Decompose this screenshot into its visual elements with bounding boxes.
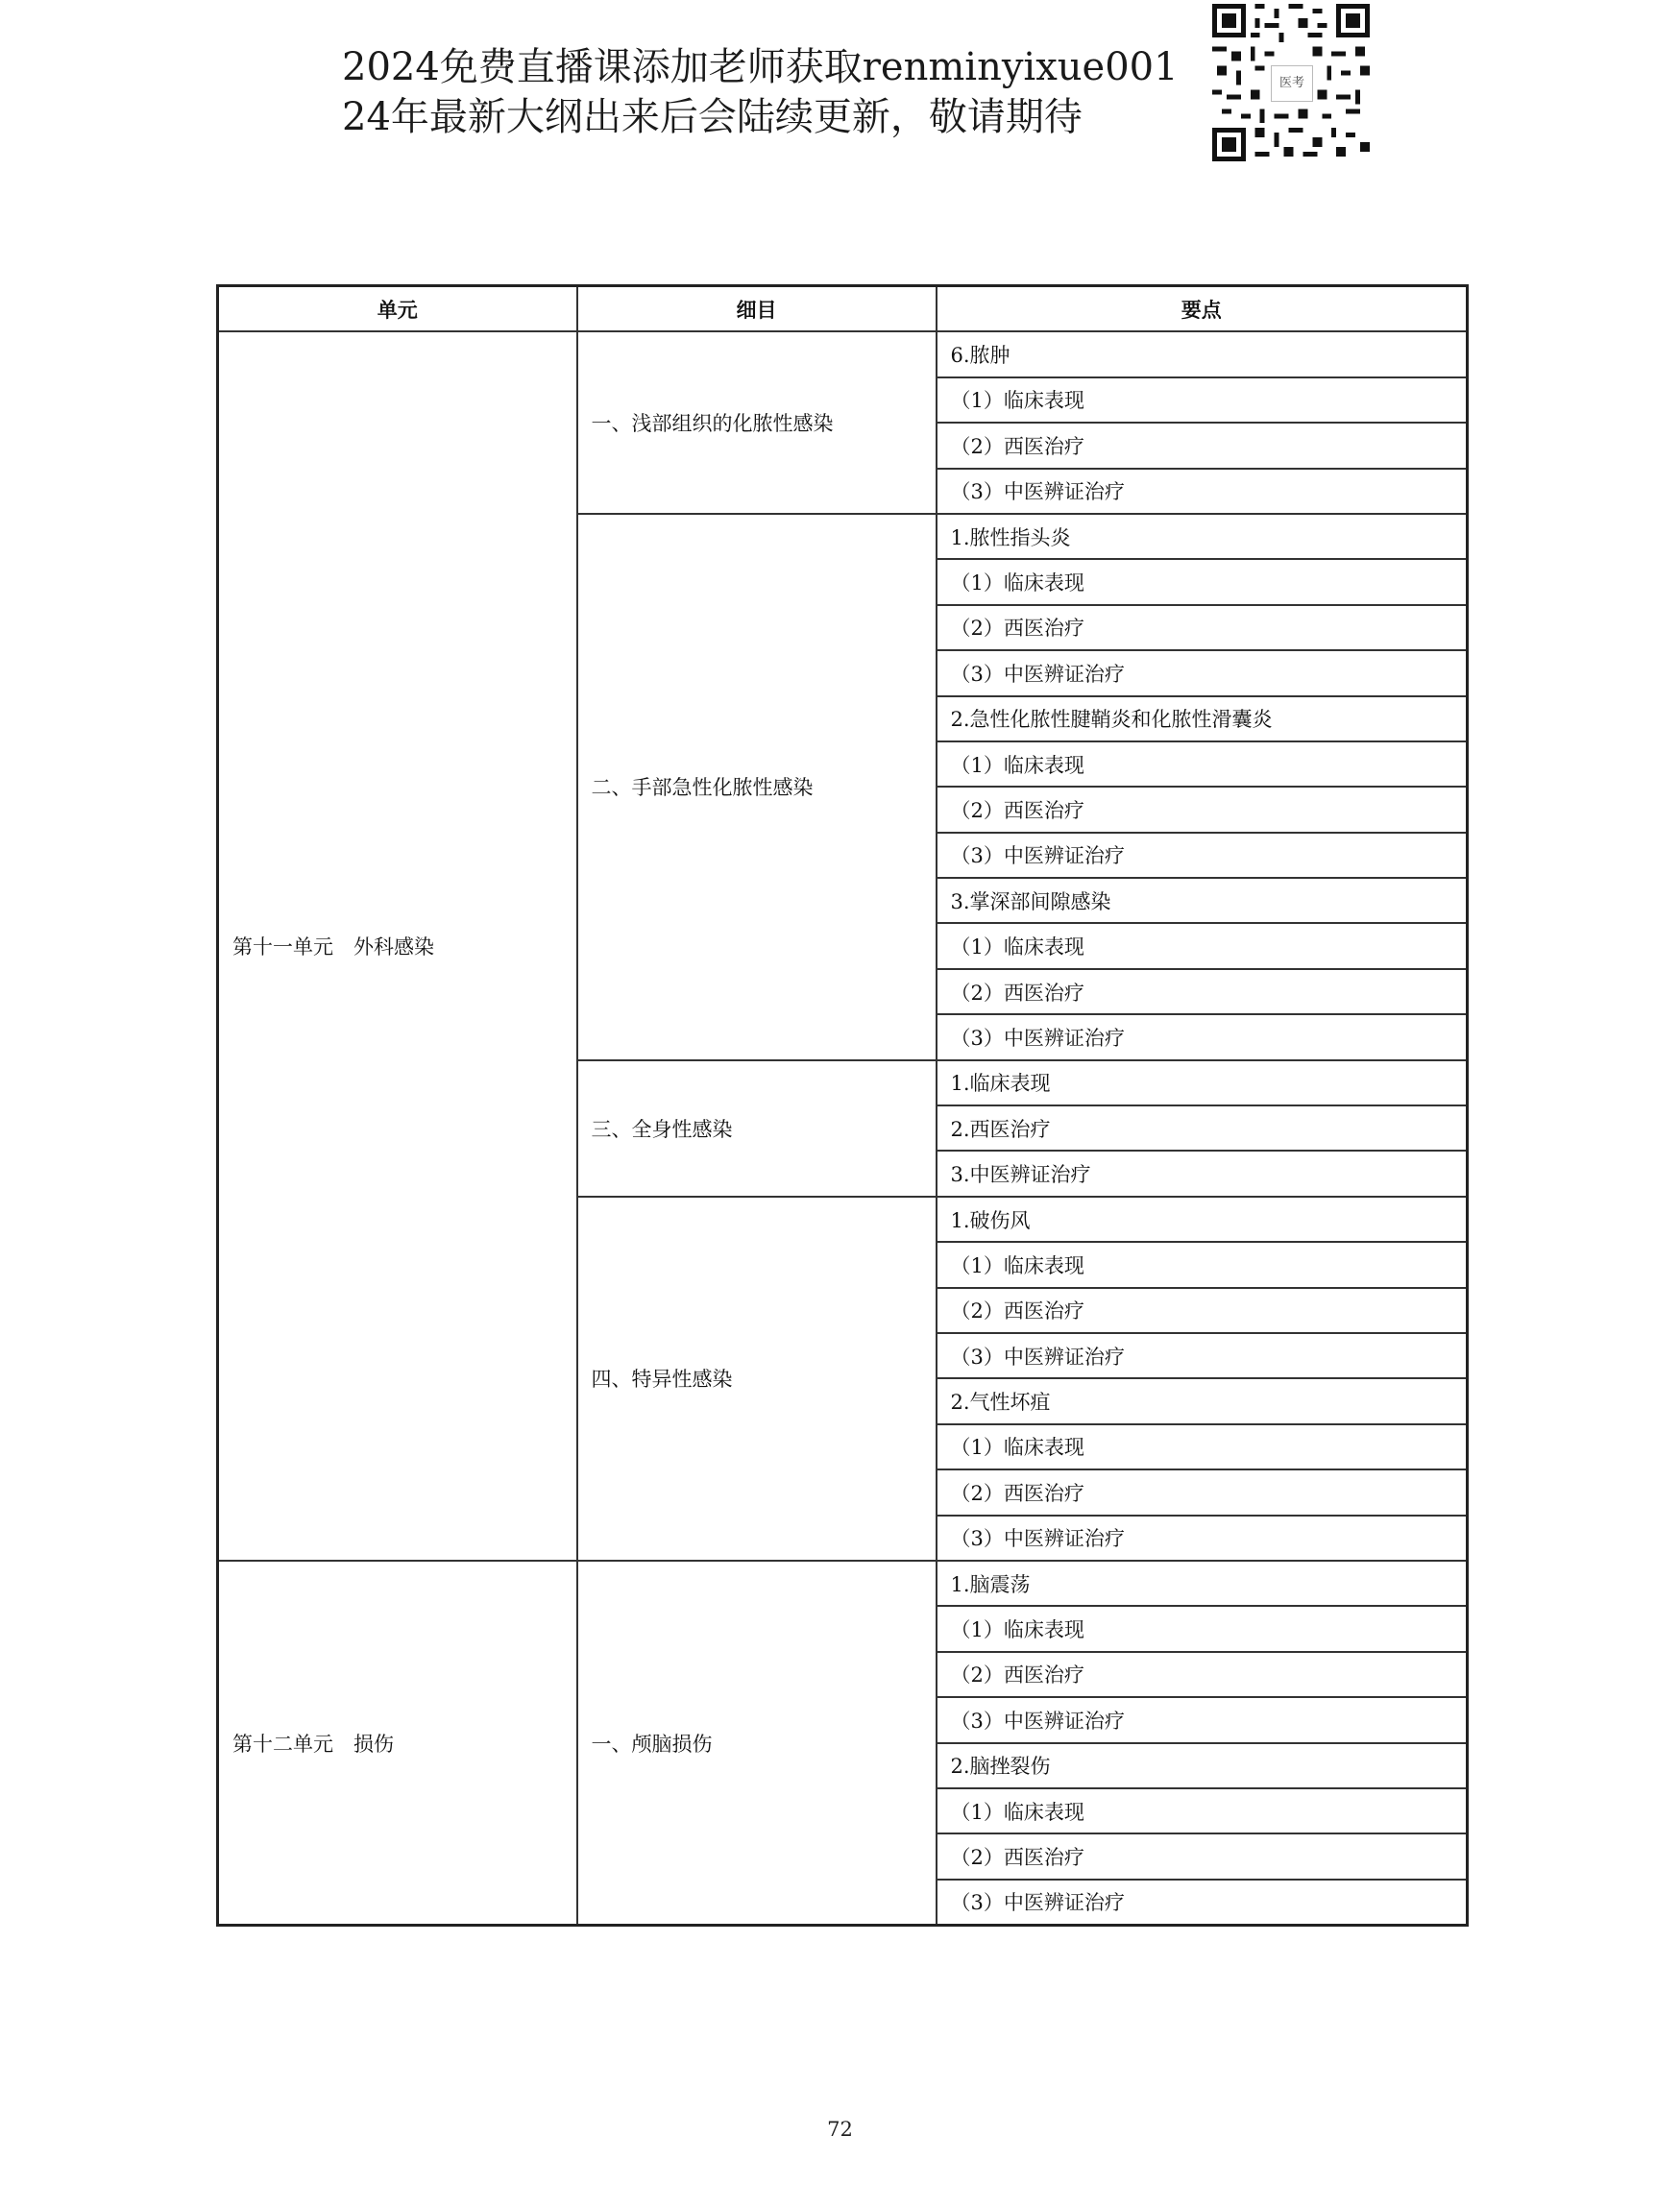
- header-detail: 细目: [577, 286, 937, 332]
- point-cell: （2）西医治疗: [937, 1652, 1468, 1697]
- table-header-row: [218, 286, 1468, 332]
- point-cell: 6.脓肿: [937, 331, 1468, 376]
- point-cell: （3）中医辨证治疗: [937, 1516, 1468, 1561]
- unit-cell: 第十二单元 损伤: [218, 1561, 577, 1926]
- point-cell: 2.气性坏疽: [937, 1378, 1468, 1423]
- point-cell: （2）西医治疗: [937, 605, 1468, 650]
- point-cell: （3）中医辨证治疗: [937, 1333, 1468, 1378]
- header-unit: 单元: [218, 286, 577, 332]
- detail-cell: 三、全身性感染: [577, 1060, 937, 1197]
- point-cell: 1.破伤风: [937, 1197, 1468, 1242]
- point-cell: （2）西医治疗: [937, 423, 1468, 468]
- point-cell: 1.脓性指头炎: [937, 514, 1468, 559]
- promo-line-2: 24年最新大纲出来后会陆续更新，敬请期待: [342, 95, 1083, 139]
- point-cell: （1）临床表现: [937, 1424, 1468, 1469]
- point-cell: （3）中医辨证治疗: [937, 1880, 1468, 1926]
- point-cell: 2.脑挫裂伤: [937, 1743, 1468, 1788]
- point-cell: （1）临床表现: [937, 1242, 1468, 1287]
- point-cell: （3）中医辨证治疗: [937, 833, 1468, 878]
- qr-code: [1212, 4, 1370, 161]
- detail-cell: 一、颅脑损伤: [577, 1561, 937, 1926]
- point-cell: 1.临床表现: [937, 1060, 1468, 1105]
- promo-banner: [342, 42, 1206, 142]
- point-cell: （1）临床表现: [937, 1788, 1468, 1833]
- point-cell: （1）临床表现: [937, 377, 1468, 423]
- point-cell: （1）临床表现: [937, 923, 1468, 968]
- point-cell: 1.脑震荡: [937, 1561, 1468, 1606]
- point-cell: （2）西医治疗: [937, 969, 1468, 1014]
- unit-cell: 第十一单元 外科感染: [218, 331, 577, 1561]
- table-row: [218, 1561, 1468, 1606]
- point-cell: （2）西医治疗: [937, 787, 1468, 832]
- header-points: 要点: [937, 286, 1468, 332]
- point-cell: （3）中医辨证治疗: [937, 469, 1468, 514]
- point-cell: （3）中医辨证治疗: [937, 650, 1468, 695]
- promo-line-1: 2024免费直播课添加老师获取renminyixue001: [342, 45, 1179, 89]
- qr-badge-logo: 医考: [1271, 65, 1313, 102]
- point-cell: 2.急性化脓性腱鞘炎和化脓性滑囊炎: [937, 696, 1468, 741]
- table-row: [218, 331, 1468, 376]
- point-cell: （1）临床表现: [937, 741, 1468, 787]
- detail-cell: 一、浅部组织的化脓性感染: [577, 331, 937, 514]
- point-cell: 3.中医辨证治疗: [937, 1151, 1468, 1196]
- point-cell: （3）中医辨证治疗: [937, 1697, 1468, 1742]
- point-cell: 3.掌深部间隙感染: [937, 878, 1468, 923]
- syllabus-table: [216, 284, 1469, 1927]
- point-cell: （2）西医治疗: [937, 1288, 1468, 1333]
- point-cell: （2）西医治疗: [937, 1833, 1468, 1879]
- detail-cell: 四、特异性感染: [577, 1197, 937, 1561]
- point-cell: （2）西医治疗: [937, 1469, 1468, 1515]
- point-cell: （1）临床表现: [937, 1606, 1468, 1651]
- point-cell: 2.西医治疗: [937, 1105, 1468, 1151]
- point-cell: （1）临床表现: [937, 559, 1468, 604]
- page-number: 72: [827, 2118, 853, 2141]
- detail-cell: 二、手部急性化脓性感染: [577, 514, 937, 1060]
- point-cell: （3）中医辨证治疗: [937, 1014, 1468, 1059]
